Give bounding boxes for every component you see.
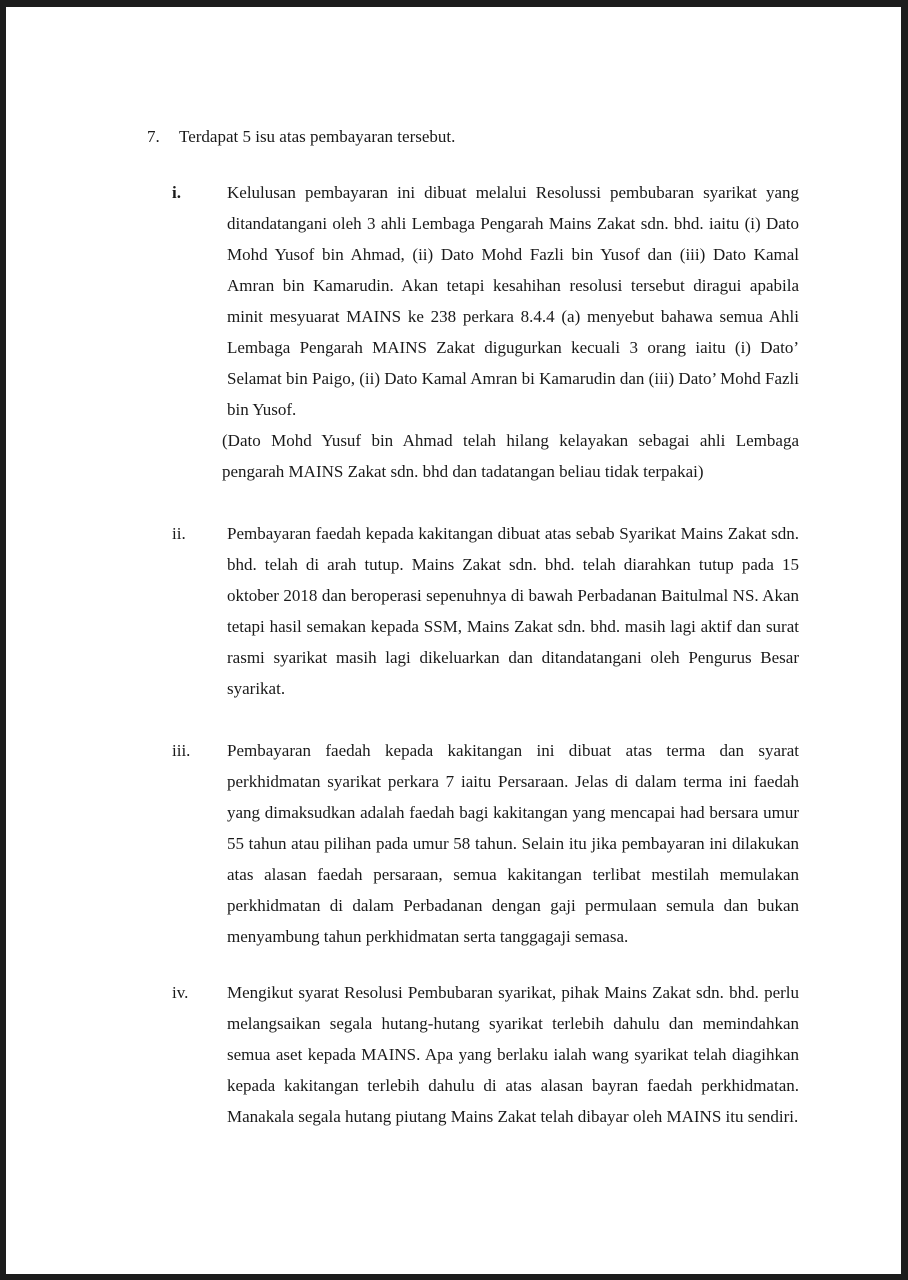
issue-marker: iv. — [172, 983, 189, 1002]
section-number: 7. — [147, 127, 160, 146]
issue-text: Kelulusan pembayaran ini dibuat melalui Resolussi pembubaran syarikat yang ditandatangani oleh 3 ahli Lembaga Pengarah Mains Zakat sdn. bhd. iaitu (i) Dato Mohd Yusof bin Ahmad, (ii) Dato Mohd Fazli bin Yusof dan (iii) Dato Kamal Amran bin Kamarudin. Akan tetapi kesahihan resolusi tersebut diragui apabila minit mesyuarat MAINS ke 238 perkara 8.4.4 (a) menyebut bahawa semua Ahli Lembaga Pengarah MAINS Zakat digugurkan kecuali 3 orang iaitu (i) Dato’ Selamat bin Paigo, (ii) Dato Kamal Amran bi Kamarudin dan (iii) Dato’ Mohd Fazli bin Yusof. — [227, 183, 799, 419]
issue-text: Pembayaran faedah kepada kakitangan dibuat atas sebab Syarikat Mains Zakat sdn. bhd. telah di arah tutup. Mains Zakat sdn. bhd. telah diarahkan tutup pada 15 oktober 2018 dan beroperasi sepenuhnya di bawah Perbadanan Baitulmal NS. Akan tetapi hasil semakan kepada SSM, Mains Zakat sdn. bhd. masih lagi aktif dan surat rasmi syarikat masih lagi dikeluarkan dan ditandatangani oleh Pengurus Besar syarikat. — [227, 524, 799, 698]
section-intro-text: Terdapat 5 isu atas pembayaran tersebut. — [179, 127, 456, 146]
issue-marker: iii. — [172, 741, 191, 760]
issue-item-iii — [172, 735, 802, 952]
issue-note: (Dato Mohd Yusuf bin Ahmad telah hilang kelayakan sebagai ahli Lembaga pengarah MAINS Zakat sdn. bhd dan tadatangan beliau tidak terpakai) — [222, 431, 799, 481]
issue-item-iv — [172, 977, 802, 1132]
issue-text: Pembayaran faedah kepada kakitangan ini dibuat atas terma dan syarat perkhidmatan syarikat perkara 7 iaitu Persaraan. Jelas di dalam terma ini faedah yang dimaksudkan adalah faedah bagi kakitangan yang mencapai had bersara umur 55 tahun atau pilihan pada umur 58 tahun. Selain itu jika pembayaran ini dilakukan atas alasan faedah persaraan, semua kakitangan terlibat mestilah memulakan perkhidmatan di dalam Perbadanan dengan gaji permulaan semula dan bukan menyambung tahun perkhidmatan serta tanggagaji semasa. — [227, 741, 799, 946]
issue-marker: ii. — [172, 524, 186, 543]
issue-text: Mengikut syarat Resolusi Pembubaran syarikat, pihak Mains Zakat sdn. bhd. perlu melangsaikan segala hutang-hutang syarikat terlebih dahulu dan memindahkan semua aset kepada MAINS. Apa yang berlaku ialah wang syarikat telah diagihkan kepada kakitangan terlebih dahulu di atas alasan bayran faedah perkhidmatan. Manakala segala hutang piutang Mains Zakat telah dibayar oleh MAINS itu sendiri. — [227, 983, 799, 1126]
section-7-heading — [147, 124, 455, 150]
issue-marker: i. — [172, 183, 181, 202]
document-page — [6, 7, 901, 1274]
issue-item-ii — [172, 518, 802, 704]
issue-item-i — [172, 177, 802, 487]
